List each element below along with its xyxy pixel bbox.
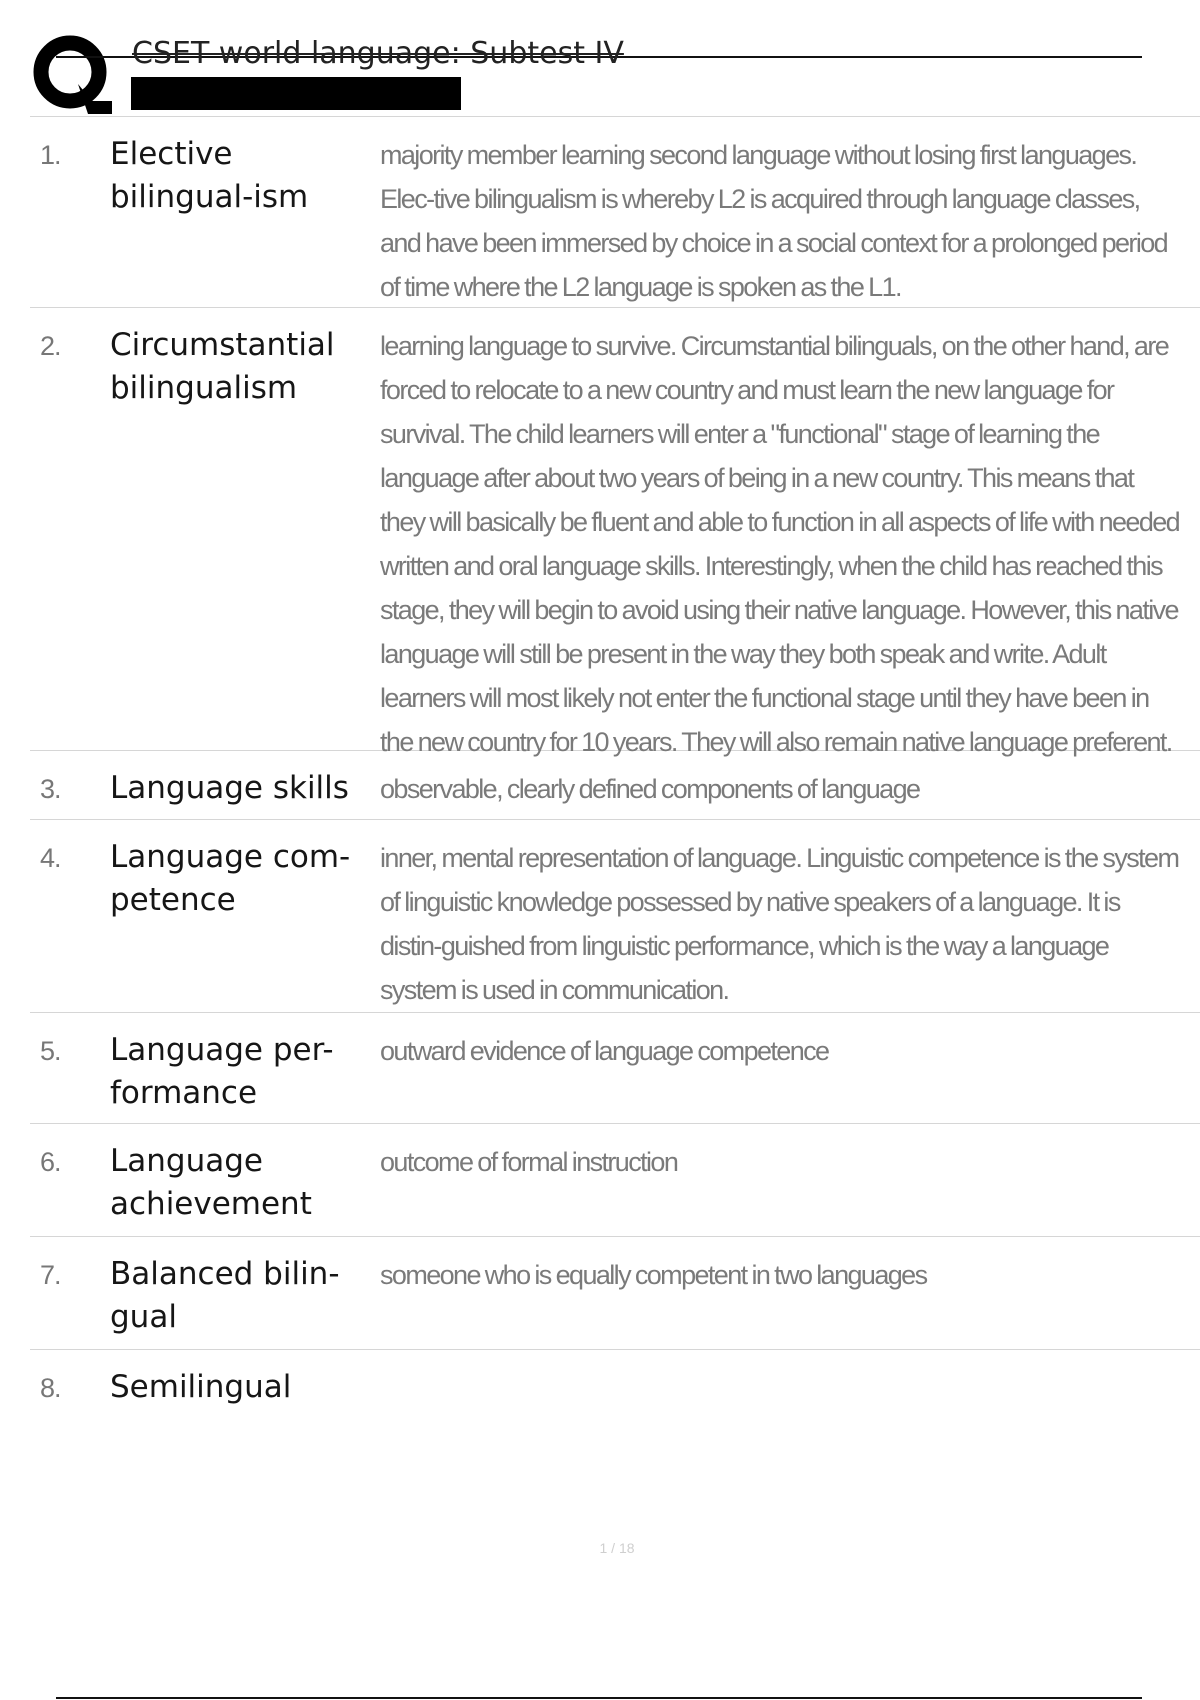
page-indicator: 1 / 18 — [599, 1540, 635, 1556]
flashcard-row — [30, 1123, 1200, 1236]
card-number: 8. — [40, 1373, 61, 1403]
card-definition: majority member learning second language without losing first languages. Elec-tive bilingualism is whereby L2 is acquired through language classes, and have been immersed by choice in a social context for a prolonged period of time where the L2 language is spoken as the L1. — [380, 140, 1168, 302]
card-definition: outcome of formal instruction — [380, 1147, 678, 1177]
card-number: 3. — [40, 774, 61, 804]
card-term: Elective bilingual-ism — [110, 136, 309, 215]
card-number: 1. — [40, 140, 61, 170]
flashcard-row — [30, 116, 1200, 307]
document-header — [0, 0, 1200, 120]
flashcard-row — [30, 1012, 1200, 1123]
card-number: 4. — [40, 843, 61, 873]
card-number: 7. — [40, 1260, 61, 1290]
card-term: Circumstantial bilingualism — [110, 327, 335, 406]
card-definition: outward evidence of language competence — [380, 1036, 829, 1066]
card-term: Language com-petence — [110, 839, 351, 918]
flashcard-row — [30, 750, 1200, 819]
quizlet-q-logo-icon — [32, 34, 112, 114]
card-term: Language per-formance — [110, 1032, 334, 1111]
card-number: 5. — [40, 1036, 61, 1066]
card-term: Language skills — [110, 770, 349, 806]
document-title: CSET world language: Subtest IV — [132, 36, 624, 71]
card-definition: observable, clearly defined components of language — [380, 774, 920, 804]
flashcard-row — [30, 1236, 1200, 1349]
card-term: Balanced bilin-gual — [110, 1256, 340, 1335]
flashcard-row — [30, 1349, 1200, 1430]
card-definition: inner, mental representation of language. Linguistic competence is the system of linguistic knowledge possessed by native speakers of a language. It is distin-guished from linguistic performance, which is the way a language system is used in communication. — [380, 843, 1179, 1005]
card-definition: someone who is equally competent in two languages — [380, 1260, 927, 1290]
footer-rule — [56, 1697, 1142, 1699]
card-term: Language achievement — [110, 1143, 312, 1222]
flashcard-row — [30, 307, 1200, 757]
redacted-author-bar — [131, 77, 461, 110]
card-term: Semilingual — [110, 1369, 292, 1405]
flashcard-list — [30, 116, 1200, 1430]
flashcard-row — [30, 819, 1200, 1012]
card-number: 2. — [40, 331, 61, 361]
card-number: 6. — [40, 1147, 61, 1177]
card-definition — [380, 1350, 1200, 1430]
card-definition: learning language to survive. Circumstantial bilinguals, on the other hand, are forced to relocate to a new country and must learn the new language for survival. The child learners will enter a "functional" stage of learning the language after about two years of being in a new country. This means that they will basically be fluent and able to function in all aspects of life with needed written and oral language skills. Interestingly, when the child has reached this stage, they will begin to avoid using their native language. However, this native language will still be present in the way they both speak and write. Adult learners will most likely not enter the functional stage until they have been in the new country for 10 years. They will also remain native language preferent. — [380, 331, 1180, 757]
